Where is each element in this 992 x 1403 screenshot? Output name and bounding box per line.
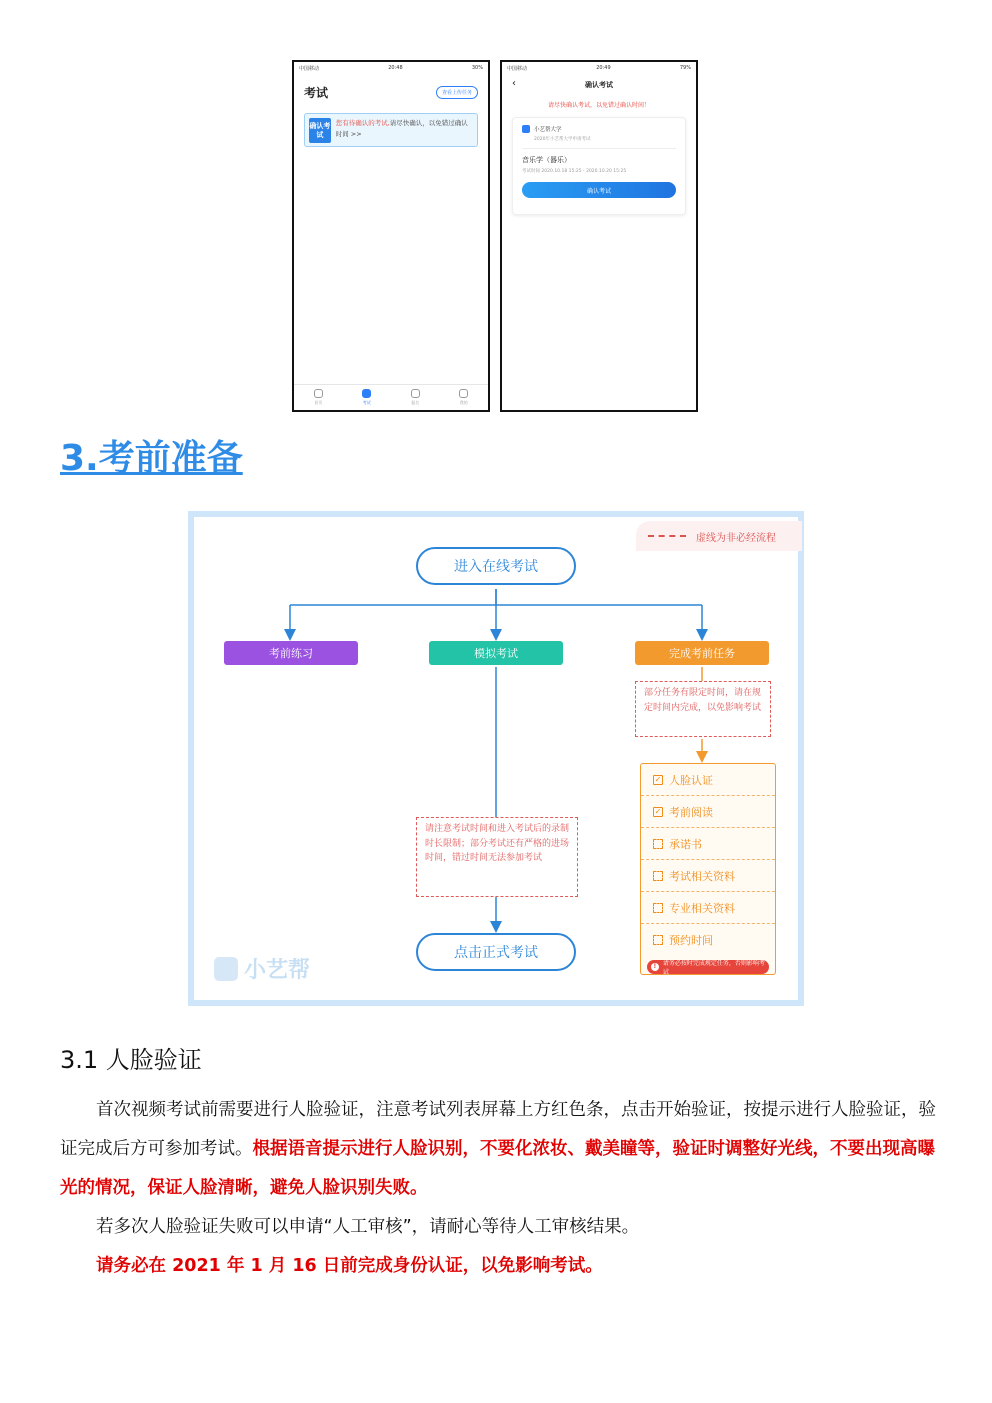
back-chevron-icon[interactable]: ‹ — [512, 78, 516, 89]
task-exam-materials — [641, 860, 775, 892]
carrier-label: 中国移动 — [299, 65, 320, 72]
bottom-tab-bar — [294, 384, 488, 410]
pending-confirm-body: 请尽快确认，以免错过确认时间 >> — [335, 119, 468, 138]
school-subtitle: 2020年小艺帮大学申请考试 — [534, 137, 591, 142]
practice-node: 考前练习 — [224, 641, 358, 665]
pre-exam-tasks-node: 完成考前任务 — [635, 641, 769, 665]
section-heading: 3.考前准备 — [60, 438, 243, 479]
page-title: 确认考试 — [585, 81, 613, 89]
task-pre-reading — [641, 796, 775, 828]
brand-logo-icon — [214, 957, 238, 981]
confirm-exam-icon: 确认考试 — [309, 118, 331, 143]
phone-screenshot-exam-list — [292, 60, 490, 412]
tasks-warning-text: 请务必按时完成规定任务，否则影响考试 — [662, 960, 765, 976]
mock-exam-node: 模拟考试 — [429, 641, 563, 665]
start-online-exam-node: 进入在线考试 — [416, 547, 576, 585]
tab-label: 考试 — [362, 400, 371, 405]
alert-icon: ! — [651, 963, 659, 971]
pending-confirm-text — [336, 118, 473, 142]
checkbox-checked-icon: ✓ — [654, 806, 662, 816]
checkbox-dashed-icon — [653, 871, 663, 881]
page-title: 考试 — [304, 86, 329, 100]
phone-screenshot-confirm-exam — [500, 60, 698, 412]
dashed-line-legend — [636, 521, 802, 551]
exam-header — [294, 74, 488, 107]
tasks-warning-bar — [647, 960, 769, 974]
tab-label: 报名 — [411, 400, 420, 405]
course-name: 音乐学（器乐） — [522, 156, 571, 164]
legend-label: 虚线为非必经流程 — [696, 532, 776, 544]
school-logo-icon — [522, 125, 530, 133]
status-bar — [502, 62, 696, 74]
confirm-warning: 请尽快确认考试，以免错过确认时间！ — [547, 102, 650, 109]
exam-icon — [362, 389, 371, 398]
task-face-auth — [641, 764, 775, 796]
brand-watermark — [214, 953, 310, 984]
pre-exam-task-list — [640, 763, 776, 975]
task-pledge — [641, 828, 775, 860]
deadline-paragraph: 请务必在 2021 年 1 月 16 日前完成身份认证，以免影响考试。 — [96, 1256, 603, 1276]
pending-confirm-highlight: 您有待确认的考试, — [335, 119, 390, 127]
task-label: 考前阅读 — [669, 805, 713, 819]
task-label: 专业相关资料 — [669, 901, 735, 915]
school-row — [522, 125, 676, 133]
tab-exam[interactable] — [362, 389, 371, 406]
exam-confirm-card — [512, 117, 686, 215]
face-verify-paragraph — [60, 1091, 940, 1208]
tab-home[interactable] — [314, 389, 323, 406]
tasks-time-note: 部分任务有限定时间，请在规定时间内完成，以免影响考试 — [635, 681, 771, 737]
clock-label: 20:48 — [388, 65, 403, 71]
confirm-exam-button[interactable]: 确认考试 — [522, 182, 676, 198]
task-label: 人脸认证 — [669, 773, 713, 787]
checkbox-dashed-icon — [653, 839, 663, 849]
tab-label: 我的 — [459, 400, 468, 405]
checkbox-dashed-icon — [653, 935, 663, 945]
divider — [522, 148, 676, 149]
tab-signup[interactable] — [411, 389, 420, 406]
paragraph-text: 首次视频考试前需要进行人脸验证，注意考试列表屏幕上方红色条，点击开始验证，按提示进行人脸验证，验证完成后方可参加考试。 — [60, 1100, 936, 1159]
confirm-header — [502, 74, 696, 94]
pending-confirm-card[interactable] — [304, 113, 478, 147]
brand-name: 小艺帮 — [244, 958, 311, 983]
manual-review-paragraph: 若多次人脸验证失败可以申请“人工审核”，请耐心等待人工审核结果。 — [96, 1217, 640, 1237]
paragraph-red-text: 根据语音提示进行人脸识别，不要化浓妆、戴美瞳等，验证时调整好光线，不要出现高曝光的情况，保证人脸清晰，避免人脸识别失败。 — [60, 1139, 935, 1198]
user-icon — [459, 389, 468, 398]
school-name: 小艺帮大学 — [534, 127, 562, 133]
checkbox-checked-icon: ✓ — [654, 774, 662, 784]
battery-label: 79% — [679, 65, 691, 71]
home-icon — [314, 389, 323, 398]
legend-dash-sample — [648, 535, 686, 537]
mock-exam-note: 请注意考试时间和进入考试后的录制时长限制；部分考试还有严格的进场时间，错过时间无法参加考试 — [416, 817, 578, 897]
checkbox-dashed-icon — [653, 903, 663, 913]
carrier-label: 中国移动 — [507, 65, 528, 72]
task-label: 预约时间 — [669, 934, 713, 947]
view-upload-tasks-button[interactable]: 查看上传任务 — [436, 86, 478, 99]
formal-exam-node: 点击正式考试 — [416, 933, 576, 971]
signup-icon — [411, 389, 420, 398]
task-appointment — [641, 924, 775, 956]
exam-time: 考试时间 2020.10.18 15:25 - 2020.10.20 15:25 — [522, 169, 627, 174]
task-major-materials — [641, 892, 775, 924]
tab-mine[interactable] — [459, 389, 468, 406]
status-bar — [294, 62, 488, 74]
battery-label: 30% — [471, 65, 483, 71]
pre-exam-flowchart — [188, 511, 804, 1006]
subsection-heading: 3.1 人脸验证 — [60, 1046, 202, 1074]
task-label: 承诺书 — [669, 837, 702, 851]
tab-label: 首页 — [314, 400, 323, 405]
clock-label: 20:49 — [596, 65, 611, 71]
task-label: 考试相关资料 — [669, 869, 735, 883]
